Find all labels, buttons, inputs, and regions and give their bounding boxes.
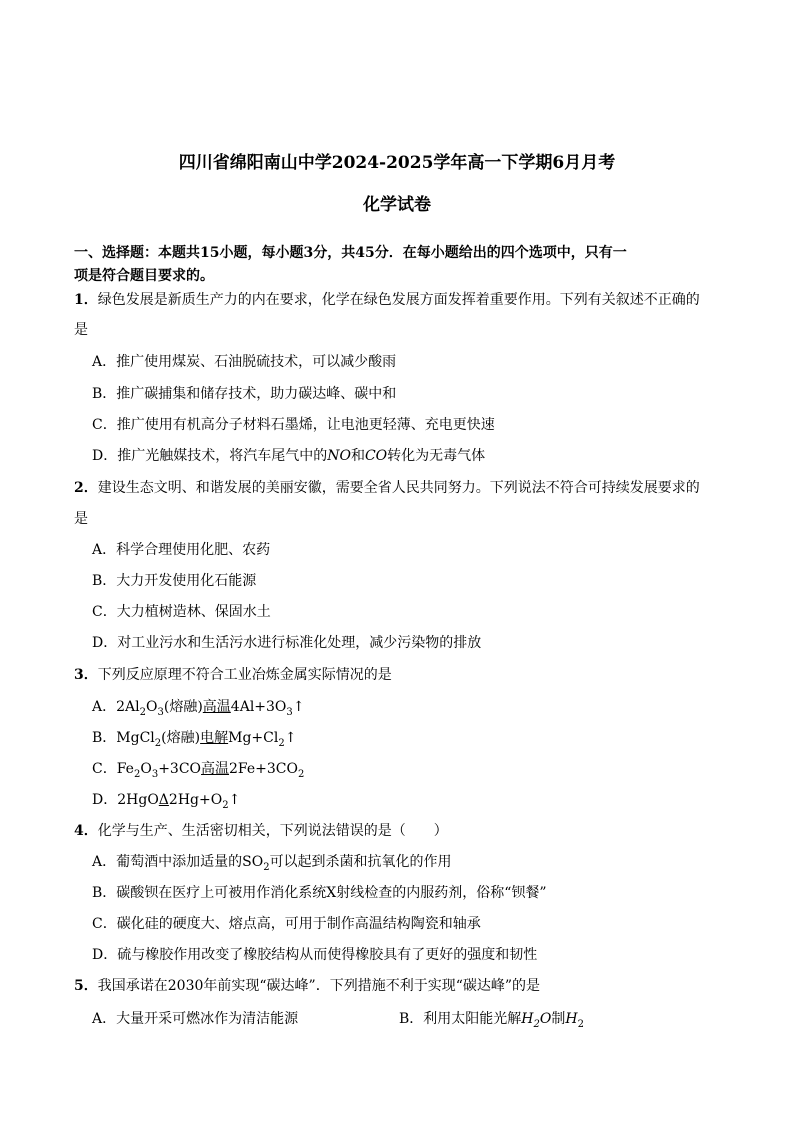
question-1-option-b: B．推广碳捕集和储存技术，助力碳达峰、碳中和 bbox=[92, 386, 397, 402]
option-a-tail: 可以起到杀菌和抗氧化的作用 bbox=[269, 854, 452, 870]
question-4-option-c: C．碳化硅的硬度大、熔点高，可用于制作高温结构陶瓷和轴承 bbox=[92, 916, 481, 932]
question-1-number: 1． bbox=[74, 292, 98, 308]
question-1-stem bbox=[74, 291, 700, 309]
option-a-text: A．葡萄酒中添加适量的SO bbox=[92, 854, 264, 870]
formula-part: (熔融) bbox=[163, 699, 203, 715]
question-2-option-b: B．大力开发使用化石能源 bbox=[92, 573, 257, 589]
formula-co: CO bbox=[364, 448, 388, 464]
section-heading-line2: 项是符合题目要求的。 bbox=[74, 268, 214, 284]
formula-part: Mg+Cl bbox=[228, 730, 279, 746]
subscript: 2 bbox=[139, 706, 146, 718]
question-2-stem-text: 建设生态文明、和谐发展的美丽安徽，需要全省人民共同努力。下列说法不符合可持续发展要求的 bbox=[97, 480, 700, 496]
option-label: B． bbox=[92, 730, 117, 746]
page-title: 四川省绵阳南山中学2024-2025学年高一下学期6月月考 bbox=[178, 153, 616, 173]
question-3-option-a bbox=[92, 698, 305, 716]
formula-part: O bbox=[140, 761, 152, 777]
question-5-number: 5． bbox=[74, 978, 98, 994]
question-4-option-d: D．硫与橡胶作用改变了橡胶结构从而使得橡胶具有了更好的强度和韧性 bbox=[92, 947, 538, 963]
subscript: 2 bbox=[263, 861, 270, 873]
question-5-option-b bbox=[399, 1010, 584, 1028]
formula-no: NO bbox=[327, 448, 351, 464]
question-5-option-a: A．大量开采可燃冰作为清洁能源 bbox=[92, 1011, 299, 1027]
reaction-condition: Δ bbox=[158, 792, 169, 808]
question-1-stem-cont: 是 bbox=[74, 322, 88, 338]
subscript: 2 bbox=[154, 737, 162, 749]
question-2-option-a: A．科学合理使用化肥、农药 bbox=[92, 542, 271, 558]
option-label: C． bbox=[92, 761, 117, 777]
subscript: 3 bbox=[151, 768, 159, 780]
question-3-number: 3． bbox=[74, 667, 98, 683]
subscript: 3 bbox=[157, 706, 164, 718]
option-b-conj: 制 bbox=[551, 1011, 566, 1027]
option-d-conj: 和 bbox=[350, 448, 365, 464]
formula-part: Fe bbox=[116, 761, 134, 777]
question-3-option-b bbox=[92, 729, 296, 747]
formula-part: +3CO bbox=[158, 761, 202, 777]
formula-part: 4Al+3O bbox=[230, 699, 287, 715]
question-1-option-d bbox=[92, 447, 485, 465]
question-2-stem-cont: 是 bbox=[74, 511, 88, 527]
gas-arrow: ↑ bbox=[284, 730, 297, 746]
question-4-option-b: B．碳酸钡在医疗上可被用作消化系统X射线检查的内服药剂，俗称“钡餐” bbox=[92, 885, 547, 901]
formula-part: O bbox=[539, 1011, 552, 1027]
question-3-stem bbox=[74, 666, 392, 684]
subscript: 3 bbox=[286, 706, 293, 718]
page-subtitle: 化学试卷 bbox=[363, 195, 431, 215]
subscript: 2 bbox=[533, 1018, 540, 1030]
formula-part: 2Fe+3CO bbox=[229, 761, 298, 777]
reaction-condition: 电解 bbox=[200, 730, 229, 746]
question-3-stem-text: 下列反应原理不符合工业冶炼金属实际情况的是 bbox=[97, 667, 392, 683]
formula-part: O bbox=[146, 699, 158, 715]
subscript: 2 bbox=[222, 799, 229, 811]
question-2-option-c: C．大力植树造林、保固水土 bbox=[92, 604, 271, 620]
subscript: 2 bbox=[577, 1018, 584, 1030]
question-2-option-d: D．对工业污水和生活污水进行标准化处理，减少污染物的排放 bbox=[92, 635, 482, 651]
formula-part: (熔融) bbox=[161, 730, 201, 746]
question-5-stem bbox=[74, 977, 540, 995]
question-5-stem-text: 我国承诺在2030年前实现“碳达峰”．下列措施不利于实现“碳达峰”的是 bbox=[97, 978, 541, 994]
question-1-option-c: C．推广使用有机高分子材料石墨烯，让电池更轻薄、充电更快速 bbox=[92, 417, 495, 433]
question-2-stem bbox=[74, 479, 700, 497]
formula-part: 2HgO bbox=[117, 792, 159, 808]
option-d-tail: 转化为无毒气体 bbox=[387, 448, 486, 464]
question-4-number: 4． bbox=[74, 823, 98, 839]
option-d-text: D．推广光触媒技术，将汽车尾气中的 bbox=[92, 448, 328, 464]
question-3-option-d bbox=[92, 791, 240, 809]
formula-part: MgCl bbox=[116, 730, 155, 746]
formula-part: H bbox=[521, 1011, 534, 1027]
question-4-option-a bbox=[92, 853, 452, 871]
reaction-condition: 高温 bbox=[202, 699, 231, 715]
question-1-stem-text: 绿色发展是新质生产力的内在要求，化学在绿色发展方面发挥着重要作用。下列有关叙述不正确的 bbox=[97, 292, 700, 308]
question-4-stem bbox=[74, 822, 448, 840]
question-1-option-a: A．推广使用煤炭、石油脱硫技术，可以减少酸雨 bbox=[92, 354, 397, 370]
gas-arrow: ↑ bbox=[292, 699, 305, 715]
subscript: 2 bbox=[133, 768, 141, 780]
section-heading-line1: 一、选择题：本题共15小题，每小题3分，共45分．在每小题给出的四个选项中，只有一 bbox=[74, 245, 627, 261]
formula-part: 2Al bbox=[116, 699, 140, 715]
question-2-number: 2． bbox=[74, 480, 98, 496]
question-4-stem-text: 化学与生产、生活密切相关，下列说法错误的是（ ） bbox=[97, 823, 448, 839]
option-label: D． bbox=[92, 792, 118, 808]
gas-arrow: ↑ bbox=[228, 792, 241, 808]
formula-part: H bbox=[565, 1011, 578, 1027]
option-b-text: B．利用太阳能光解 bbox=[399, 1011, 522, 1027]
subscript: 2 bbox=[278, 737, 285, 749]
option-label: A． bbox=[92, 699, 117, 715]
formula-part: 2Hg+O bbox=[168, 792, 223, 808]
reaction-condition: 高温 bbox=[201, 761, 230, 777]
subscript: 2 bbox=[297, 768, 305, 780]
question-3-option-c bbox=[92, 760, 304, 778]
